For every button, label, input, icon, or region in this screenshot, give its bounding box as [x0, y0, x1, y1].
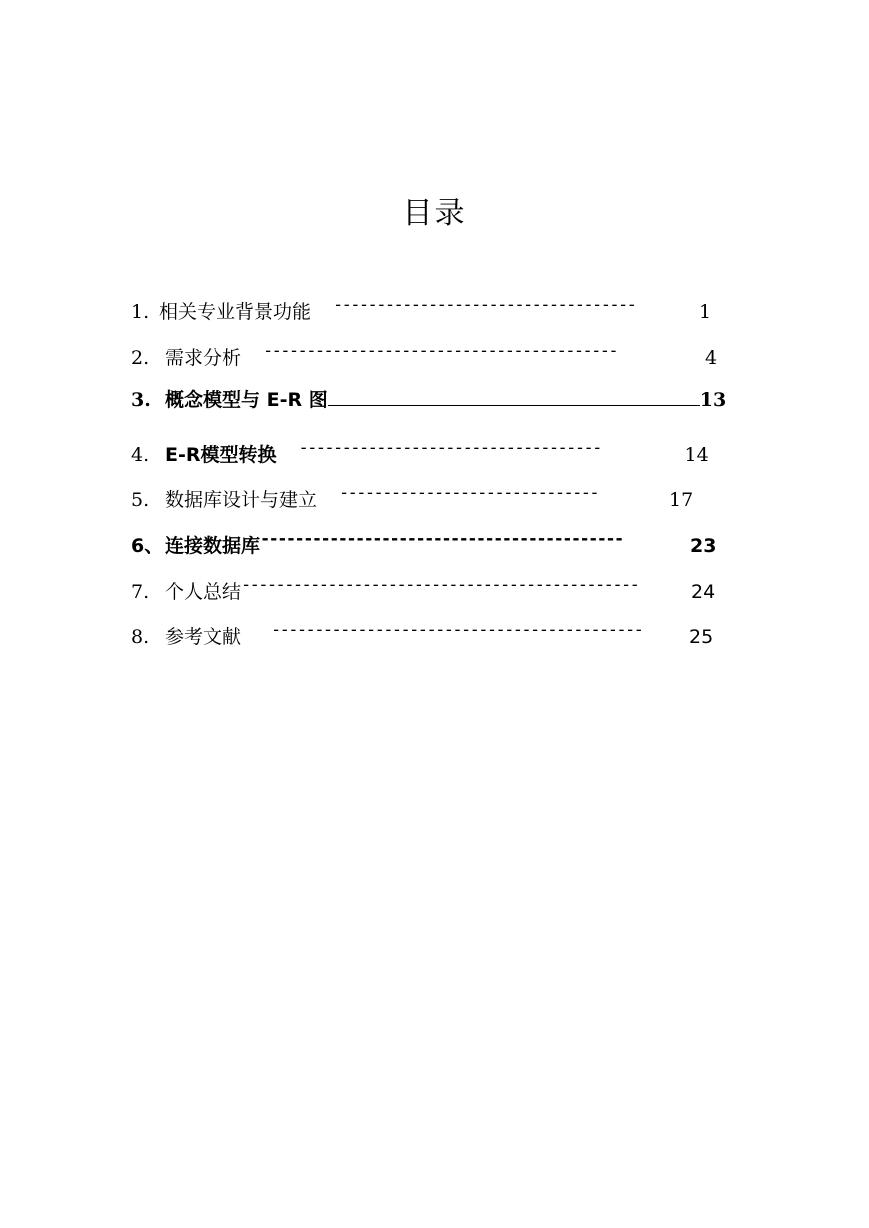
- toc-entry-label: 概念模型与 E-R 图: [165, 389, 328, 411]
- toc-entry-page: 1: [699, 301, 712, 323]
- toc-entry-page: 14: [684, 444, 709, 466]
- toc-entry-label: 连接数据库: [165, 535, 261, 557]
- toc-entry-label: 数据库设计与建立: [165, 489, 318, 511]
- toc-entry-leader: -----------------------------------: [333, 295, 636, 315]
- toc-entry-leader: ------------------------------------------: [260, 529, 623, 549]
- toc-title: 目录: [402, 196, 467, 231]
- toc-entry-leader: -----------------------------------------: [263, 341, 618, 361]
- toc-entry-number: 2.: [131, 347, 150, 369]
- toc-entry-page: 4: [705, 347, 718, 369]
- toc-entry-8: [131, 617, 713, 650]
- toc-entry-3: [131, 387, 726, 413]
- toc-entry-number: 4.: [131, 444, 150, 466]
- toc-entry-1: [131, 292, 711, 325]
- toc-entry-page: 13: [699, 389, 727, 411]
- toc-entry-number: 1.: [131, 301, 150, 323]
- toc-entry-label: 相关专业背景功能: [159, 301, 312, 323]
- toc-entry-label: 需求分析: [165, 347, 242, 369]
- toc-entry-page: 23: [690, 535, 717, 557]
- toc-entry-label: 参考文献: [165, 626, 242, 648]
- toc-entry-2: [131, 338, 717, 371]
- toc-entry-5: [131, 480, 693, 513]
- toc-entry-leader: ------------------------------: [339, 483, 599, 503]
- toc-entry-leader: ----------------------------------------------: [241, 575, 639, 595]
- toc-entry-number: 3.: [131, 389, 151, 411]
- toc-entry-leader: -------------------------------------------: [271, 620, 643, 640]
- toc-entry-leader: -----------------------------------: [298, 438, 601, 458]
- toc-entry-page: 24: [691, 581, 716, 603]
- toc-entry-4: [131, 435, 709, 468]
- toc-entry-page: 25: [689, 626, 714, 648]
- toc-entry-page: 17: [669, 489, 694, 511]
- toc-entry-leader-line: [328, 387, 700, 406]
- toc-entry-label: E-R模型转换: [165, 444, 277, 466]
- toc-entry-number: 8.: [131, 626, 150, 648]
- toc-entry-number: 6、: [131, 535, 164, 557]
- toc-entry-number: 5.: [131, 489, 150, 511]
- toc-entry-6: [131, 526, 716, 559]
- toc-entry-number: 7.: [131, 581, 150, 603]
- toc-entry-label: 个人总结: [165, 581, 242, 603]
- toc-entry-7: [131, 572, 715, 605]
